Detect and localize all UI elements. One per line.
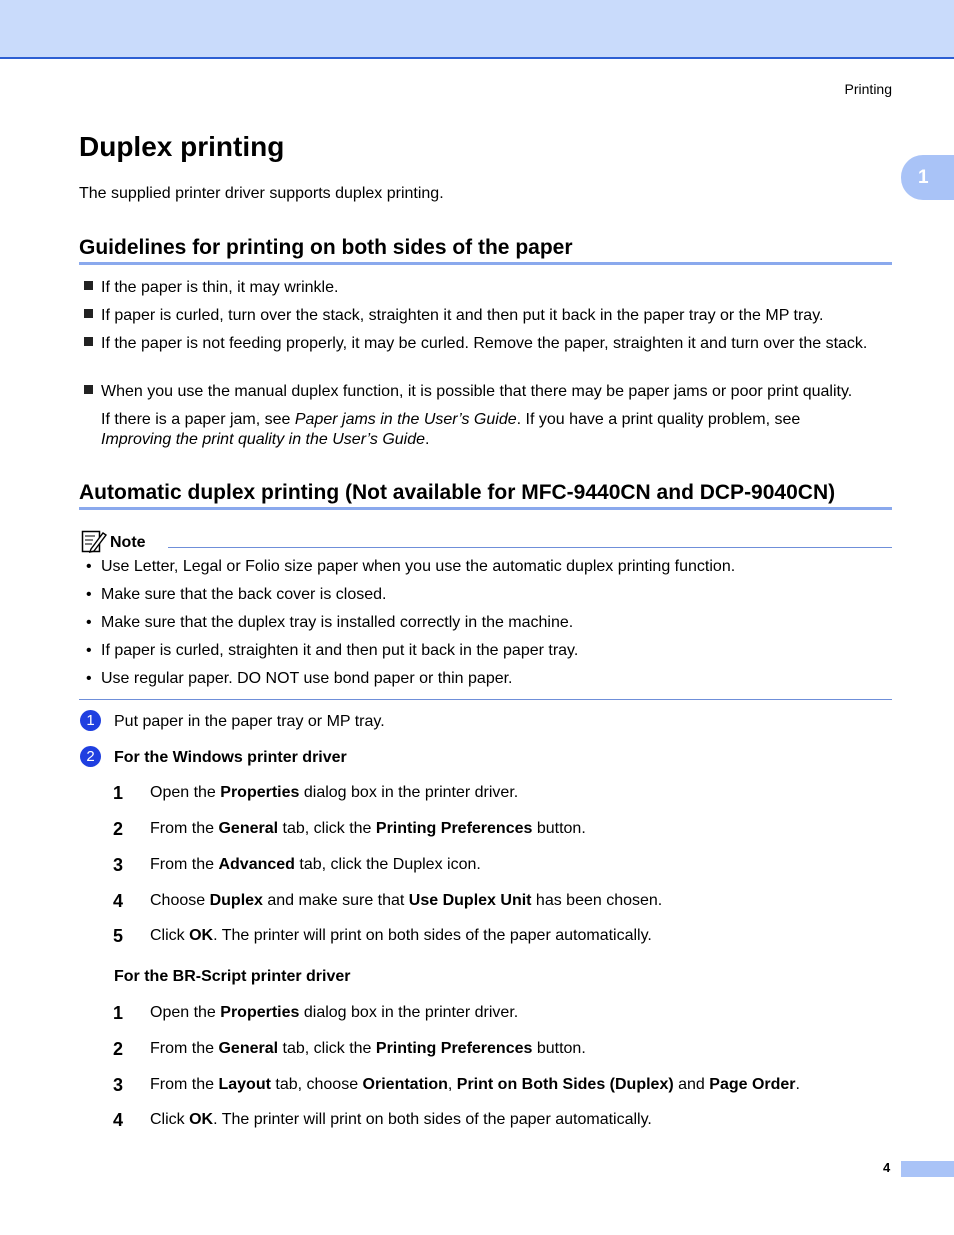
step-number: 2: [113, 819, 124, 839]
chapter-tab: [901, 155, 954, 200]
step-number: 1: [113, 783, 124, 803]
step-text: Open the Properties dialog box in the printer driver.: [150, 1004, 519, 1021]
note-item: • Use Letter, Legal or Folio size paper when you use the automatic duplex printing function.: [86, 558, 736, 575]
section-heading-guidelines: Guidelines for printing on both sides of the paper: [79, 236, 892, 265]
step-a-text: Put paper in the paper tray or MP tray.: [114, 713, 385, 730]
step-text: Open the Properties dialog box in the printer driver.: [150, 784, 519, 801]
note-item: • If paper is curled, straighten it and then put it back in the paper tray.: [86, 642, 579, 659]
note-icon: [81, 530, 107, 559]
chapter-number: 1: [918, 166, 929, 188]
step-number: 2: [113, 1039, 124, 1059]
footer-tab: [901, 1161, 954, 1177]
step-number: 3: [113, 1075, 124, 1095]
step-number: 3: [113, 855, 124, 875]
step-number: 4: [113, 891, 124, 911]
step-text: From the General tab, click the Printing Preferences button.: [150, 1040, 586, 1057]
list-item: If the paper is not feeding properly, it may be curled. Remove the paper, straighten it and turn over the stack.: [84, 334, 896, 354]
header-band: [0, 0, 954, 59]
list-item: When you use the manual duplex function, it is possible that there may be paper jams or poor print quality.: [84, 382, 896, 402]
step-text: Click OK. The printer will print on both sides of the paper automatically.: [150, 927, 652, 944]
square-bullet-icon: [84, 281, 93, 290]
note-item: • Make sure that the back cover is closed.: [86, 586, 387, 603]
note-end-divider: [79, 699, 892, 700]
square-bullet-icon: [84, 309, 93, 318]
step-number: 1: [113, 1003, 124, 1023]
step-text: From the General tab, click the Printing Preferences button.: [150, 820, 586, 837]
note-item: • Use regular paper. DO NOT use bond paper or thin paper.: [86, 670, 513, 687]
list-item: If the paper is thin, it may wrinkle.: [84, 278, 896, 298]
section-heading-automatic: Automatic duplex printing (Not available for MFC-9440CN and DCP-9040CN): [79, 481, 892, 510]
note-item: • Make sure that the duplex tray is installed correctly in the machine.: [86, 614, 574, 631]
step-b-marker: 2: [80, 746, 101, 767]
step-text: From the Advanced tab, click the Duplex icon.: [150, 856, 481, 873]
note-divider: [168, 547, 892, 548]
guidelines-followup: If there is a paper jam, see Paper jams in the User’s Guide. If you have a print quality problem, see Improving the print quality in the User’s Guide.: [101, 411, 801, 448]
square-bullet-icon: [84, 337, 93, 346]
step-text: Choose Duplex and make sure that Use Duplex Unit has been chosen.: [150, 892, 663, 909]
step-text: From the Layout tab, choose Orientation, Print on Both Sides (Duplex) and Page Order.: [150, 1076, 800, 1093]
step-number: 4: [113, 1110, 124, 1130]
br-script-heading: For the BR-Script printer driver: [114, 968, 351, 985]
step-text: Click OK. The printer will print on both sides of the paper automatically.: [150, 1111, 652, 1128]
running-head: Printing: [844, 81, 892, 97]
step-b-text: For the Windows printer driver: [114, 749, 347, 766]
intro-text: The supplied printer driver supports duplex printing.: [79, 185, 444, 202]
step-a-marker: 1: [80, 710, 101, 731]
page-number: 4: [883, 1160, 891, 1175]
list-item: If paper is curled, turn over the stack, straighten it and then put it back in the paper tray or the MP tray.: [84, 306, 896, 326]
page-title: Duplex printing: [79, 131, 285, 162]
note-label: Note: [110, 534, 146, 551]
link-print-quality: Improving the print quality in the User’s Guide: [101, 431, 426, 448]
link-paper-jams: Paper jams in the User’s Guide: [294, 411, 517, 428]
step-number: 5: [113, 926, 124, 946]
square-bullet-icon: [84, 385, 93, 394]
